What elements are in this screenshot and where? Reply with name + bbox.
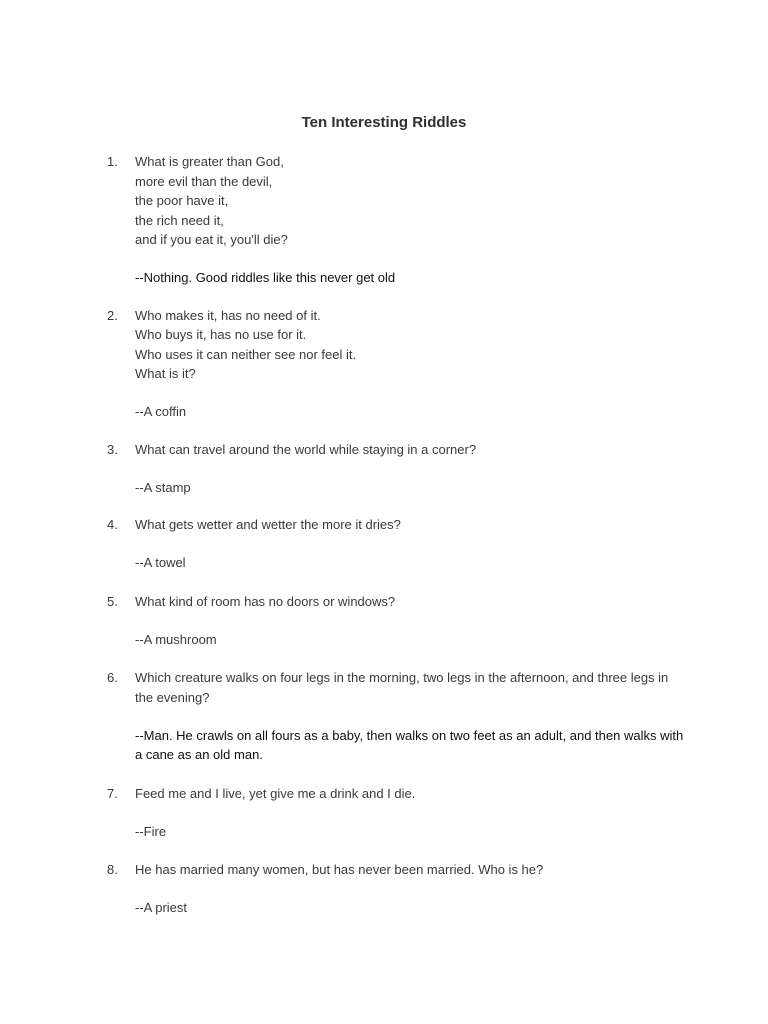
- riddle-answer: --A coffin: [135, 404, 187, 419]
- riddle-number: 2.: [107, 307, 118, 323]
- riddle-number: 5.: [107, 593, 118, 609]
- riddle-answer: --Nothing. Good riddles like this never get old: [135, 270, 396, 285]
- question-line: What is greater than God,: [135, 154, 284, 169]
- riddle-number: 1.: [107, 154, 118, 169]
- question-line: Who uses it can neither see nor feel it.: [135, 346, 357, 362]
- riddle-number: 3.: [107, 441, 118, 457]
- question-line: and if you eat it, you'll die?: [135, 232, 288, 247]
- riddle-question: Which creature walks on four legs in the morning, two legs in the afternoon, and three legs in the evening?: [135, 670, 669, 705]
- riddle-5: [107, 592, 687, 650]
- riddle-question: He has married many women, but has never been married. Who is he?: [135, 862, 544, 877]
- riddle-number: 6.: [107, 670, 118, 685]
- question-line: What is it?: [135, 366, 196, 381]
- riddle-answer: --Man. He crawls on all fours as a baby, then walks on two feet as an adult, and then walks with a cane as an old man.: [135, 727, 684, 762]
- riddle-3: [107, 440, 687, 498]
- document-title: Ten Interesting Riddles: [301, 114, 467, 131]
- riddle-question: What gets wetter and wetter the more it dries?: [135, 517, 401, 532]
- riddle-6: [107, 668, 687, 765]
- riddle-answer: --A stamp: [135, 479, 191, 495]
- riddle-1: [107, 152, 687, 288]
- riddle-list: [107, 152, 687, 918]
- riddle-answer: --A towel: [135, 555, 186, 570]
- riddle-answer: --Fire: [135, 823, 167, 839]
- riddle-question: What can travel around the world while staying in a corner?: [135, 441, 477, 457]
- riddle-number: 8.: [107, 862, 118, 877]
- riddle-8: [107, 860, 687, 918]
- riddle-answer: --A priest: [135, 900, 188, 915]
- riddle-number: 4.: [107, 517, 118, 532]
- riddle-4: [107, 515, 687, 573]
- riddle-2: [107, 306, 687, 422]
- question-line: the poor have it,: [135, 193, 229, 208]
- riddle-question: Feed me and I live, yet give me a drink and I die.: [135, 785, 416, 801]
- riddle-number: 7.: [107, 785, 118, 801]
- question-line: Who makes it, has no need of it.: [135, 307, 321, 323]
- question-line: more evil than the devil,: [135, 173, 273, 189]
- question-line: Who buys it, has no use for it.: [135, 327, 307, 342]
- riddle-question: What kind of room has no doors or windows?: [135, 593, 396, 609]
- riddle-answer: --A mushroom: [135, 631, 217, 647]
- riddle-7: [107, 784, 687, 842]
- question-line: the rich need it,: [135, 212, 224, 228]
